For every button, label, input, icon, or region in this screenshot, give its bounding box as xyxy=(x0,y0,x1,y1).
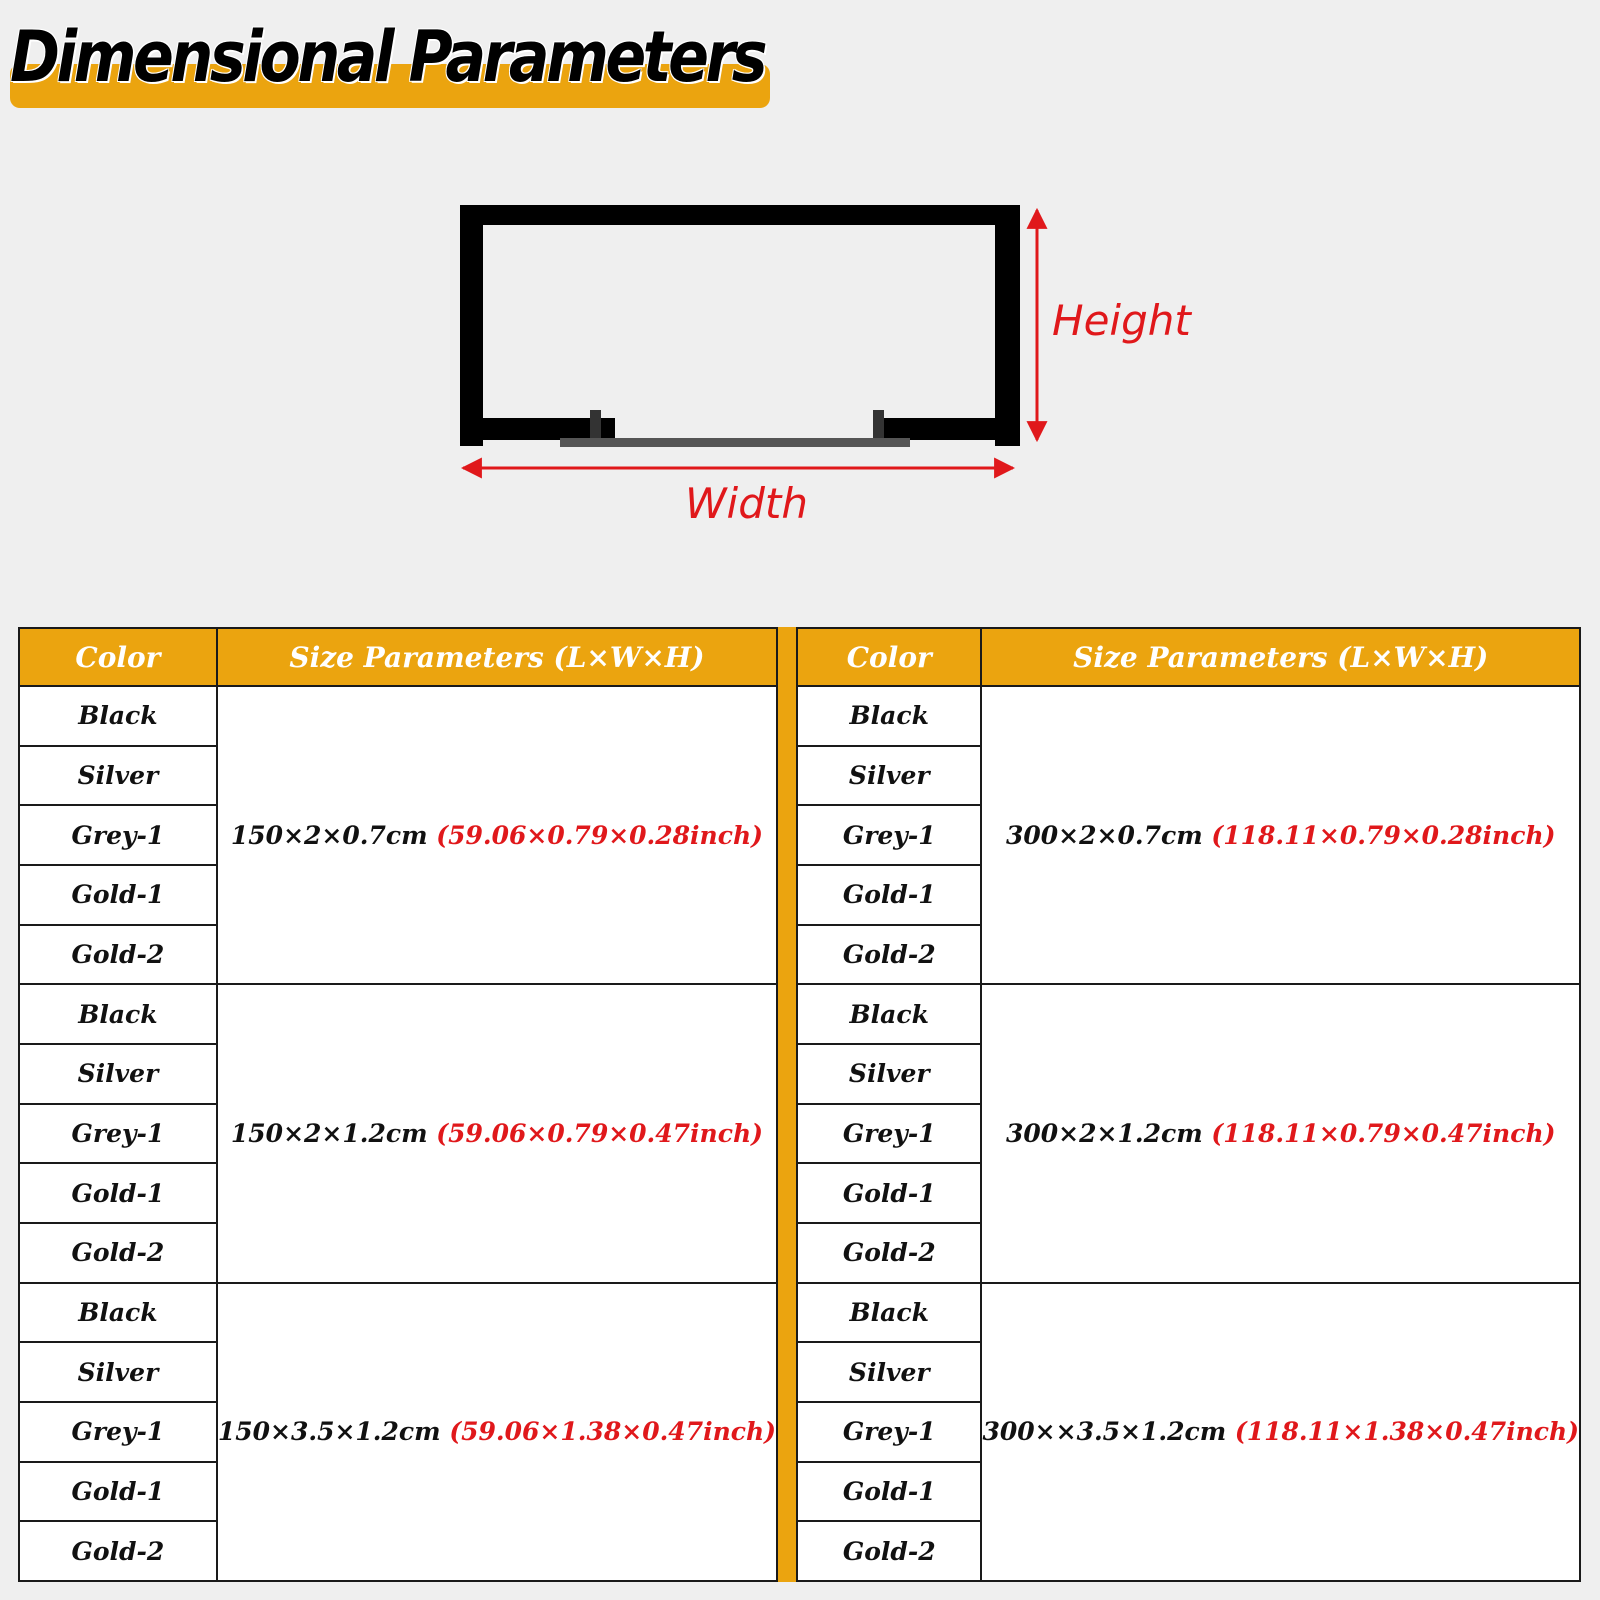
height-label: Height xyxy=(1052,296,1191,345)
size-inch: (118.11×1.38×0.47inch) xyxy=(1234,1417,1579,1447)
color-cell: Grey-1 xyxy=(19,1402,217,1462)
color-cell: Grey-1 xyxy=(797,1402,981,1462)
color-cell: Silver xyxy=(797,1342,981,1402)
color-cell: Gold-2 xyxy=(19,1223,217,1283)
color-cell: Gold-1 xyxy=(19,1462,217,1522)
width-label: Width xyxy=(685,479,808,528)
size-inch: (118.11×0.79×0.28inch) xyxy=(1211,820,1556,850)
color-cell: Grey-1 xyxy=(19,805,217,865)
size-tables xyxy=(18,627,1581,1582)
table-body xyxy=(19,686,777,1581)
color-cell: Grey-1 xyxy=(797,1104,981,1164)
size-cell xyxy=(217,984,777,1282)
size-cm: 150×2×0.7cm xyxy=(230,820,428,850)
aluminum-profile-shape xyxy=(460,205,1020,447)
color-cell: Black xyxy=(19,1283,217,1343)
color-cell: Gold-2 xyxy=(797,1223,981,1283)
color-cell: Grey-1 xyxy=(797,805,981,865)
table-divider xyxy=(778,627,796,1582)
size-inch: (118.11×0.79×0.47inch) xyxy=(1211,1118,1556,1148)
size-cell xyxy=(981,1283,1580,1581)
header-color: Color xyxy=(19,628,217,686)
color-cell: Silver xyxy=(19,1044,217,1104)
color-cell: Black xyxy=(19,686,217,746)
color-cell: Gold-1 xyxy=(797,1462,981,1522)
size-cell xyxy=(217,1283,777,1581)
color-cell: Black xyxy=(797,1283,981,1343)
size-inch: (59.06×0.79×0.28inch) xyxy=(436,820,763,850)
color-cell: Gold-1 xyxy=(19,865,217,925)
color-cell: Silver xyxy=(19,1342,217,1402)
table-header-row xyxy=(797,628,1580,686)
size-cm: 300×2×0.7cm xyxy=(1006,820,1203,850)
color-cell: Gold-1 xyxy=(19,1163,217,1223)
header-size: Size Parameters (L×W×H) xyxy=(217,628,777,686)
color-cell: Gold-2 xyxy=(797,925,981,985)
color-cell: Gold-2 xyxy=(19,925,217,985)
color-cell: Gold-1 xyxy=(797,865,981,925)
size-inch: (59.06×1.38×0.47inch) xyxy=(449,1417,776,1447)
size-cell xyxy=(981,984,1580,1282)
table-header-row xyxy=(19,628,777,686)
page-title: Dimensional Parameters xyxy=(10,16,765,98)
color-cell: Black xyxy=(797,984,981,1044)
table-row xyxy=(19,1283,777,1343)
color-cell: Silver xyxy=(797,1044,981,1104)
size-cm: 300××3.5×1.2cm xyxy=(982,1417,1227,1447)
color-cell: Black xyxy=(19,984,217,1044)
color-cell: Gold-2 xyxy=(19,1521,217,1581)
size-inch: (59.06×0.79×0.47inch) xyxy=(436,1118,763,1148)
header-size: Size Parameters (L×W×H) xyxy=(981,628,1580,686)
size-cm: 300×2×1.2cm xyxy=(1006,1118,1203,1148)
color-cell: Silver xyxy=(19,746,217,806)
size-cm: 150×3.5×1.2cm xyxy=(217,1417,441,1447)
table-body xyxy=(797,686,1580,1581)
color-cell: Grey-1 xyxy=(19,1104,217,1164)
table-row xyxy=(797,1283,1580,1343)
table-row xyxy=(797,984,1580,1044)
color-cell: Black xyxy=(797,686,981,746)
table-row xyxy=(797,686,1580,746)
size-table-150 xyxy=(18,627,778,1582)
table-row xyxy=(19,686,777,746)
size-cell xyxy=(981,686,1580,984)
color-cell: Gold-1 xyxy=(797,1163,981,1223)
header-color: Color xyxy=(797,628,981,686)
size-table-300 xyxy=(796,627,1581,1582)
profile-diagram xyxy=(0,0,1600,560)
color-cell: Silver xyxy=(797,746,981,806)
size-cm: 150×2×1.2cm xyxy=(230,1118,428,1148)
table-row xyxy=(19,984,777,1044)
size-cell xyxy=(217,686,777,984)
color-cell: Gold-2 xyxy=(797,1521,981,1581)
